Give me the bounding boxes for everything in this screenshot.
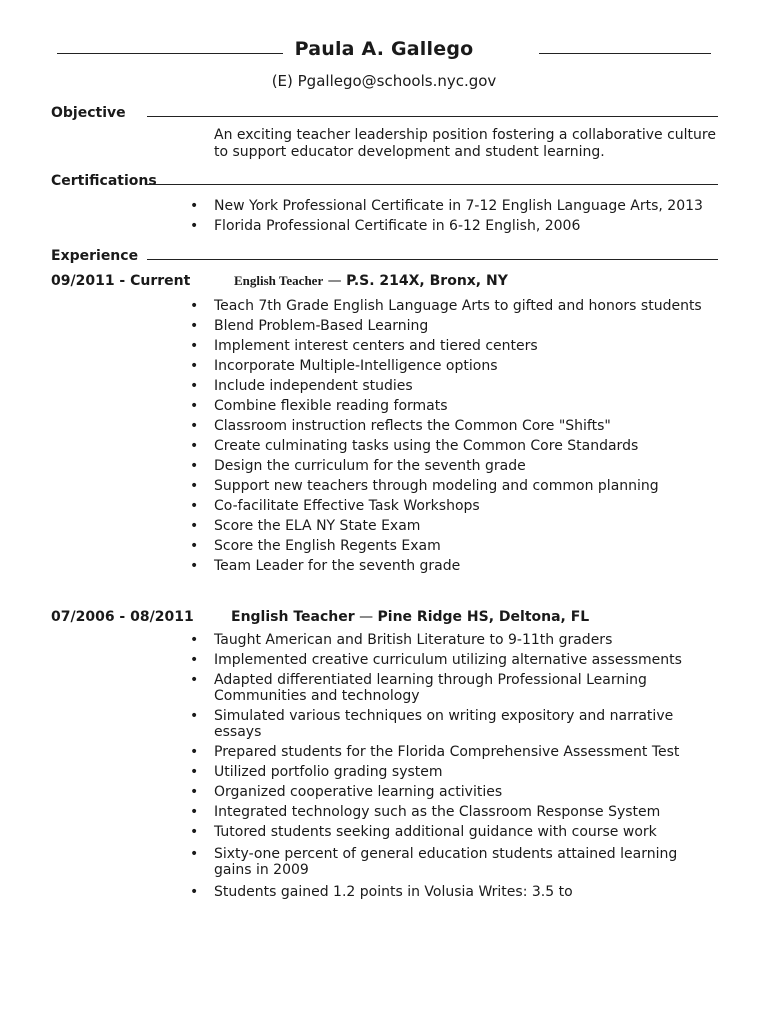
experience-heading: Experience — [51, 248, 139, 264]
duty-item: • Support new teachers through modeling and common planning — [190, 478, 710, 494]
job-2-separator: — — [354, 609, 378, 625]
objective-heading: Objective — [51, 105, 126, 121]
objective-rule — [147, 116, 718, 117]
duty-item: • Adapted differentiated learning through Professional Learning Communities and technology — [190, 672, 710, 704]
objective-line-1: An exciting teacher leadership position fostering a collaborative culture — [214, 127, 716, 143]
duty-item: • Organized cooperative learning activities — [190, 784, 710, 800]
duty-item: • Include independent studies — [190, 378, 710, 394]
name-header — [57, 38, 711, 66]
duty-item: • Implement interest centers and tiered centers — [190, 338, 710, 354]
duty-item: • Simulated various techniques on writing expository and narrative essays — [190, 708, 710, 740]
duty-item: • Combine flexible reading formats — [190, 398, 710, 414]
duty-item: • Team Leader for the seventh grade — [190, 558, 710, 574]
objective-line-2: to support educator development and student learning. — [214, 144, 605, 160]
certifications-list — [190, 198, 710, 238]
duty-item: • Classroom instruction reflects the Common Core "Shifts" — [190, 418, 710, 434]
certifications-rule — [147, 184, 718, 185]
certification-item: • New York Professional Certificate in 7-12 English Language Arts, 2013 — [190, 198, 710, 214]
duty-item: • Incorporate Multiple-Intelligence options — [190, 358, 710, 374]
duty-item: • Score the English Regents Exam — [190, 538, 710, 554]
objective-text — [214, 127, 724, 161]
duty-item: • Tutored students seeking additional guidance with course work — [190, 824, 710, 840]
job-1-duties — [190, 298, 710, 578]
job-1-dates: 09/2011 - Current — [51, 273, 191, 289]
job-1-separator: — — [323, 273, 347, 289]
job-2-location: Pine Ridge HS, Deltona, FL — [377, 609, 590, 625]
candidate-name: Paula A. Gallego — [294, 38, 474, 60]
duty-item: • Taught American and British Literature to 9-11th graders — [190, 632, 710, 648]
duty-item: • Design the curriculum for the seventh grade — [190, 458, 710, 474]
duty-item: • Sixty-one percent of general education students attained learning gains in 2009 — [190, 846, 710, 878]
job-2-title: English Teacher — [231, 609, 355, 625]
contact-email: (E) Pgallego@schools.nyc.gov — [271, 72, 497, 90]
job-2-duties — [190, 632, 710, 904]
duty-item: • Prepared students for the Florida Comprehensive Assessment Test — [190, 744, 710, 760]
experience-rule — [147, 259, 718, 260]
job-1-location: P.S. 214X, Bronx, NY — [346, 273, 508, 289]
job-1-heading — [234, 273, 508, 289]
duty-item: • Create culminating tasks using the Common Core Standards — [190, 438, 710, 454]
job-2-heading — [231, 609, 589, 625]
certifications-heading: Certifications — [51, 173, 157, 189]
duty-item: • Implemented creative curriculum utilizing alternative assessments — [190, 652, 710, 668]
duty-item: • Integrated technology such as the Classroom Response System — [190, 804, 710, 820]
duty-item: • Co-facilitate Effective Task Workshops — [190, 498, 710, 514]
duty-item: • Utilized portfolio grading system — [190, 764, 710, 780]
duty-item: • Teach 7th Grade English Language Arts to gifted and honors students — [190, 298, 710, 314]
duty-item: • Students gained 1.2 points in Volusia Writes: 3.5 to — [190, 884, 710, 900]
duty-item: • Blend Problem-Based Learning — [190, 318, 710, 334]
duty-item: • Score the ELA NY State Exam — [190, 518, 710, 534]
certification-item: • Florida Professional Certificate in 6-12 English, 2006 — [190, 218, 710, 234]
header-rule-right — [539, 53, 711, 54]
job-2-dates: 07/2006 - 08/2011 — [51, 609, 194, 625]
job-1-title: English Teacher — [234, 273, 324, 288]
